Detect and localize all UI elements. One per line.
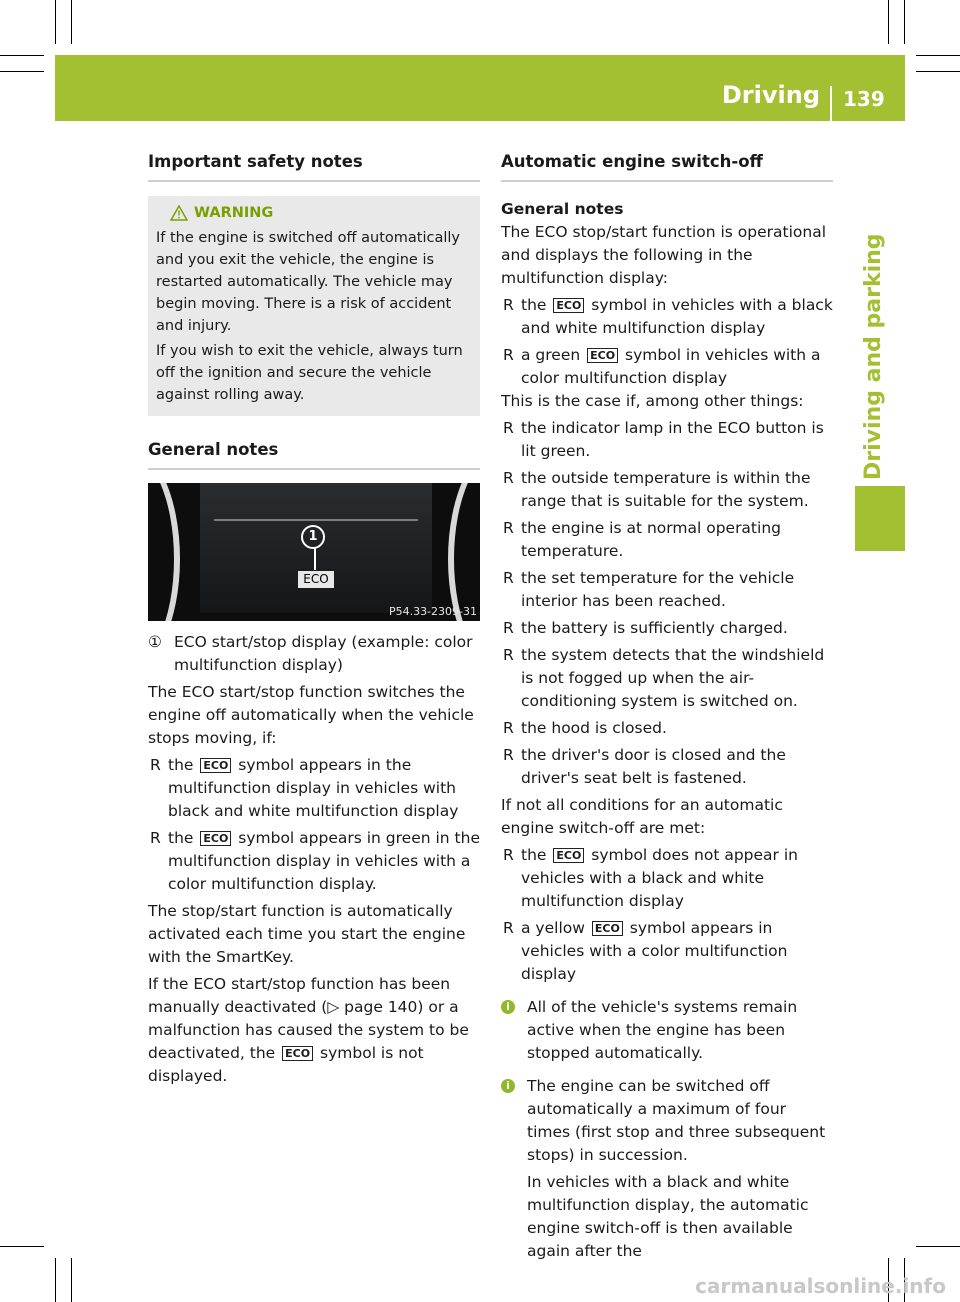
- watermark: carmanualsonline.info: [695, 1274, 946, 1298]
- eco-icon: ECO: [200, 831, 231, 846]
- bullet-text: the driver's door is closed and the driver's seat belt is fastened.: [521, 746, 786, 787]
- warning-triangle-icon: [170, 205, 188, 221]
- bullet-marker: R: [503, 569, 514, 587]
- bullet-text: the battery is sufficiently charged.: [521, 619, 788, 637]
- bullet-text: symbol appears in vehicles with a color multifunction display: [521, 919, 788, 983]
- bullet-marker: R: [150, 829, 161, 847]
- info-note: [501, 996, 833, 1065]
- info-icon: i: [501, 1079, 515, 1093]
- header-separator: [830, 86, 832, 121]
- body-paragraph: The ECO stop/start function is operational and displays the following in the multifunction display:: [501, 223, 827, 287]
- bullet-marker: R: [503, 746, 514, 764]
- paragraph-text: symbol is not displayed.: [148, 1044, 424, 1085]
- caption-text: ECO start/stop display (example: color multifunction display): [174, 633, 473, 674]
- bullet-text: the system detects that the windshield is not fogged up when the air-conditioning system is switched on.: [521, 646, 825, 710]
- crop-mark: [916, 1246, 960, 1247]
- list-item: [501, 567, 833, 613]
- bullet-text: the indicator lamp in the ECO button is lit green.: [521, 419, 824, 460]
- crop-mark: [0, 71, 44, 72]
- eco-icon: ECO: [553, 848, 584, 863]
- eco-icon: ECO: [587, 348, 618, 363]
- info-text: The engine can be switched off automatically a maximum of four times (first stop and three subsequent stops) in succession.: [527, 1077, 826, 1164]
- bullet-text: a green: [521, 346, 581, 364]
- crop-mark: [71, 1258, 72, 1302]
- list-item: [148, 827, 480, 896]
- bullet-marker: R: [503, 646, 514, 664]
- crop-mark: [55, 0, 56, 44]
- side-section-label: Driving and parking: [861, 233, 886, 480]
- eco-icon: ECO: [200, 758, 231, 773]
- info-icon: i: [501, 1000, 515, 1014]
- warning-header: [156, 202, 472, 224]
- bullet-text: a yellow: [521, 919, 585, 937]
- bullet-text: the outside temperature is within the range that is suitable for the system.: [521, 469, 811, 510]
- bullet-text: the: [521, 846, 547, 864]
- bullet-text: the set temperature for the vehicle interior has been reached.: [521, 569, 795, 610]
- list-item: [501, 844, 833, 913]
- list-item: [501, 417, 833, 463]
- left-column: [148, 150, 480, 1088]
- bullet-marker: R: [503, 419, 514, 437]
- image-code: P54.33-2309-31: [388, 605, 477, 618]
- body-paragraph: The stop/start function is automatically activated each time you start the engine with the SmartKey.: [148, 902, 466, 966]
- gauge-ring: [148, 483, 180, 621]
- eco-icon: ECO: [592, 921, 623, 936]
- callout-marker: 1: [301, 525, 325, 549]
- bullet-text: the hood is closed.: [521, 719, 667, 737]
- section-heading-auto-switch-off: Automatic engine switch-off: [501, 150, 833, 182]
- crop-mark: [916, 71, 960, 72]
- body-paragraph: [148, 973, 480, 1088]
- bullet-text: the: [168, 829, 194, 847]
- list-item: [501, 617, 833, 640]
- crop-mark: [71, 0, 72, 44]
- list-item: [501, 294, 833, 340]
- eco-display-photo: [148, 483, 480, 621]
- bullet-text: the engine is at normal operating temperature.: [521, 519, 781, 560]
- info-text: All of the vehicle's systems remain active when the engine has been stopped automatically.: [527, 998, 798, 1062]
- page-number: 139: [843, 87, 885, 111]
- display-highlight: [214, 519, 418, 521]
- list-item: [148, 754, 480, 823]
- section-heading-safety: Important safety notes: [148, 150, 480, 182]
- crop-mark: [0, 55, 44, 56]
- info-note: [501, 1075, 833, 1263]
- bullet-text: the: [521, 296, 547, 314]
- body-paragraph: This is the case if, among other things:: [501, 392, 804, 410]
- bullet-marker: R: [503, 346, 514, 364]
- warning-label: WARNING: [194, 205, 274, 221]
- section-tab: [855, 486, 905, 551]
- bullet-marker: R: [503, 719, 514, 737]
- bullet-text: symbol in vehicles with a color multifunction display: [521, 346, 821, 387]
- crop-mark: [0, 1246, 44, 1247]
- image-caption: [148, 631, 480, 677]
- bullet-text: symbol appears in the multifunction display in vehicles with black and white multifunction display: [168, 756, 459, 820]
- paragraph-text: If the ECO start/stop function has been manually deactivated (▷ page 140) or a malfunction has caused the system to be deactivated, the: [148, 975, 469, 1062]
- bullet-text: symbol does not appear in vehicles with a black and white multifunction display: [521, 846, 798, 910]
- bullet-text: symbol appears in green in the multifunction display in vehicles with a color multifunction display.: [168, 829, 480, 893]
- crop-mark: [888, 0, 889, 44]
- warning-text: If you wish to exit the vehicle, always turn off the ignition and secure the vehicle against rolling away.: [156, 343, 463, 403]
- list-item: [501, 467, 833, 513]
- list-item: [501, 744, 833, 790]
- crop-mark: [55, 1258, 56, 1302]
- subheading-general-notes: General notes: [501, 200, 624, 218]
- list-item: [501, 344, 833, 390]
- bullet-marker: R: [503, 619, 514, 637]
- page-title: Driving: [721, 81, 820, 109]
- bullet-marker: R: [503, 469, 514, 487]
- right-column: [501, 150, 833, 1263]
- caption-number: ①: [148, 633, 162, 651]
- body-paragraph: If not all conditions for an automatic engine switch-off are met:: [501, 796, 783, 837]
- bullet-text: the: [168, 756, 194, 774]
- warning-text: If the engine is switched off automatically and you exit the vehicle, the engine is restarted automatically. The vehicle may begin moving. There is a risk of accident and injury.: [156, 230, 460, 334]
- section-heading-general: General notes: [148, 438, 480, 470]
- list-item: [501, 917, 833, 986]
- bullet-text: symbol in vehicles with a black and white multifunction display: [521, 296, 833, 337]
- eco-symbol: ECO: [298, 571, 334, 588]
- crop-mark: [904, 0, 905, 44]
- bullet-marker: R: [503, 846, 514, 864]
- list-item: [501, 517, 833, 563]
- gauge-ring: [448, 483, 480, 621]
- warning-box: [148, 196, 480, 416]
- eco-icon: ECO: [553, 298, 584, 313]
- bullet-marker: R: [503, 919, 514, 937]
- body-paragraph: The ECO start/stop function switches the engine off automatically when the vehicle stops moving, if:: [148, 683, 474, 747]
- crop-mark: [916, 55, 960, 56]
- list-item: [501, 717, 833, 740]
- callout-line: [314, 548, 316, 570]
- bullet-marker: R: [150, 756, 161, 774]
- bullet-marker: R: [503, 296, 514, 314]
- info-text: In vehicles with a black and white multifunction display, the automatic engine switch-off is then available again after the: [527, 1173, 809, 1260]
- list-item: [501, 644, 833, 713]
- bullet-marker: R: [503, 519, 514, 537]
- eco-icon: ECO: [282, 1046, 313, 1061]
